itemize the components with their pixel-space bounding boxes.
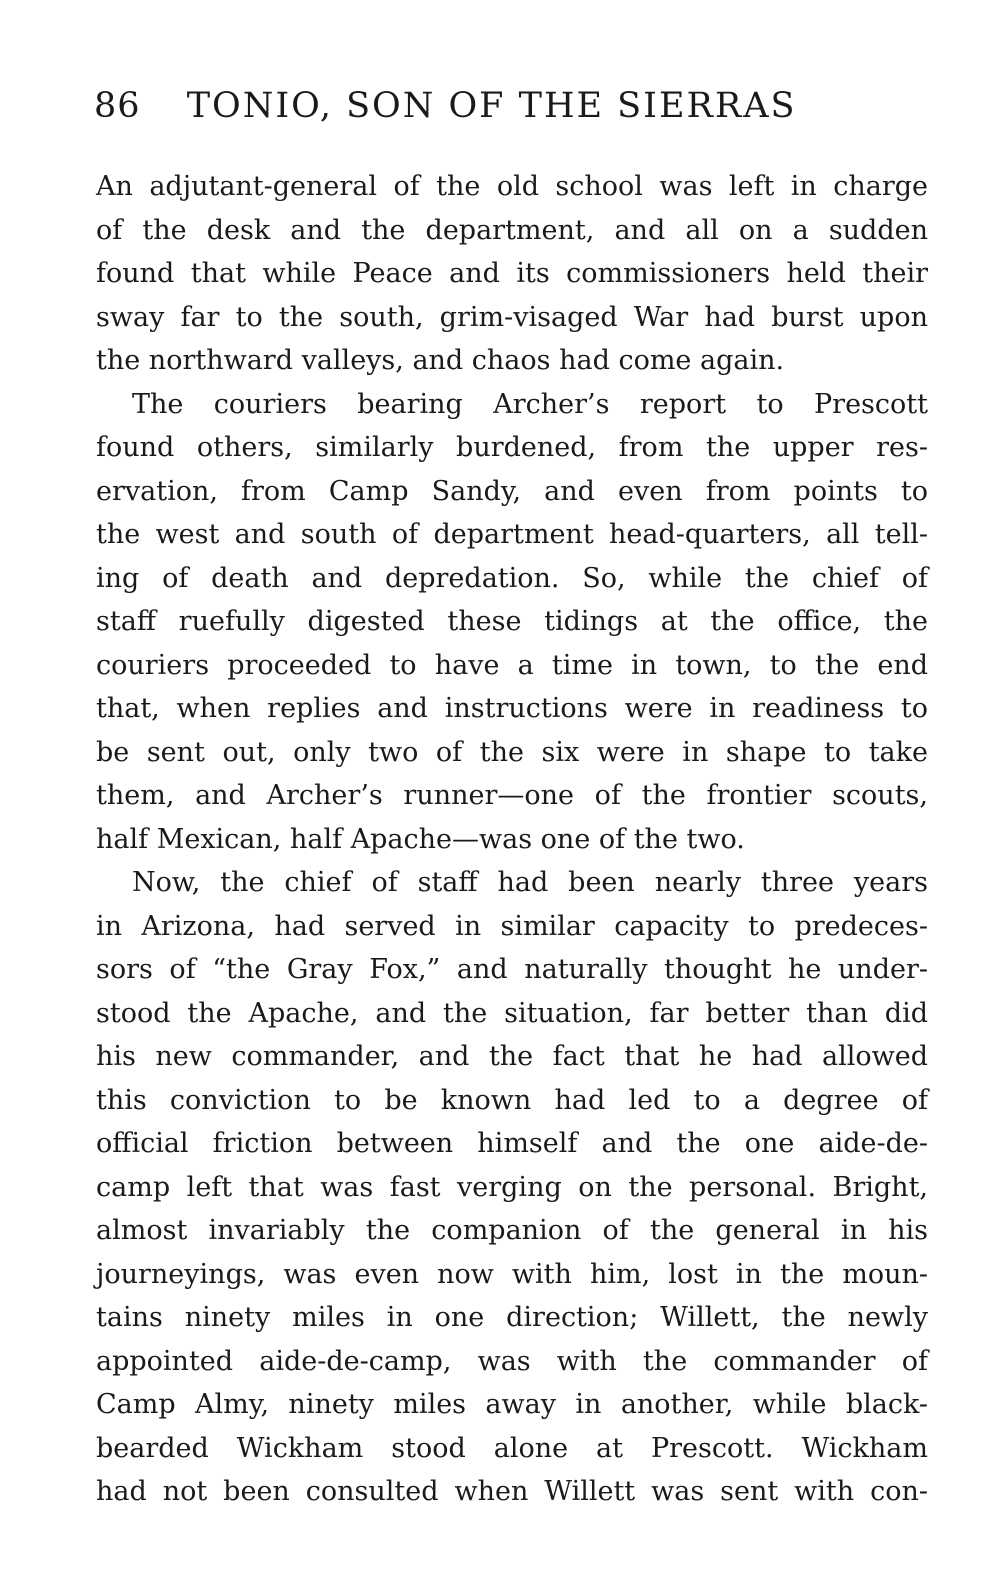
text-line: found that while Peace and its commissioners held their xyxy=(96,258,928,289)
text-line: his new commander, and the fact that he had allowed xyxy=(96,1041,928,1072)
text-line: bearded Wickham stood alone at Prescott. Wickham xyxy=(96,1432,928,1464)
text-line: that, when replies and instructions were in readiness to xyxy=(96,693,928,724)
text-line: the west and south of department head-quarters, all tell- xyxy=(96,519,928,550)
text-line: had not been consulted when Willett was sent with con- xyxy=(96,1476,928,1507)
text-line: ervation, from Camp Sandy, and even from points to xyxy=(96,475,928,507)
text-line: official friction between himself and the one aide-de- xyxy=(96,1128,928,1159)
text-line: this conviction to be known had led to a degree of xyxy=(96,1084,928,1116)
text-line: The couriers bearing Archer’s report to Prescott xyxy=(132,388,928,420)
running-title: TONIO, SON OF THE SIERRAS xyxy=(186,86,797,126)
text-line: the northward valleys, and chaos had come again. xyxy=(96,345,785,376)
text-line: Now, the chief of staff had been nearly three years xyxy=(132,867,928,898)
text-line: sors of “the Gray Fox,” and naturally thought he under- xyxy=(96,954,928,985)
body-text xyxy=(96,165,928,1514)
text-line: appointed aide-de-camp, was with the commander of xyxy=(96,1345,928,1377)
text-line: of the desk and the department, and all on a sudden xyxy=(96,214,928,246)
text-line: half Mexican, half Apache—was one of the two. xyxy=(96,823,745,855)
text-line: staff ruefully digested these tidings at the office, the xyxy=(96,606,928,637)
running-head xyxy=(94,86,854,136)
text-line: ing of death and depredation. So, while the chief of xyxy=(96,562,928,594)
text-line: in Arizona, had served in similar capacity to predeces- xyxy=(96,910,928,942)
text-line: An adjutant-general of the old school was left in charge xyxy=(96,171,928,202)
text-line: couriers proceeded to have a time in town, to the end xyxy=(96,649,928,681)
text-line: Camp Almy, ninety miles away in another, while black- xyxy=(96,1389,928,1420)
text-line: camp left that was fast verging on the personal. Bright, xyxy=(96,1171,928,1203)
text-line: found others, similarly burdened, from the upper res- xyxy=(96,432,928,463)
text-line: them, and Archer’s runner—one of the frontier scouts, xyxy=(96,780,928,811)
text-line: almost invariably the companion of the general in his xyxy=(96,1215,928,1246)
text-line: stood the Apache, and the situation, far better than did xyxy=(96,997,928,1029)
page-number: 86 xyxy=(94,86,141,126)
text-line: journeyings, was even now with him, lost in the moun- xyxy=(96,1258,928,1290)
text-line: be sent out, only two of the six were in shape to take xyxy=(96,736,928,768)
text-line: sway far to the south, grim-visaged War had burst upon xyxy=(96,301,928,333)
text-line: tains ninety miles in one direction; Willett, the newly xyxy=(96,1302,928,1333)
